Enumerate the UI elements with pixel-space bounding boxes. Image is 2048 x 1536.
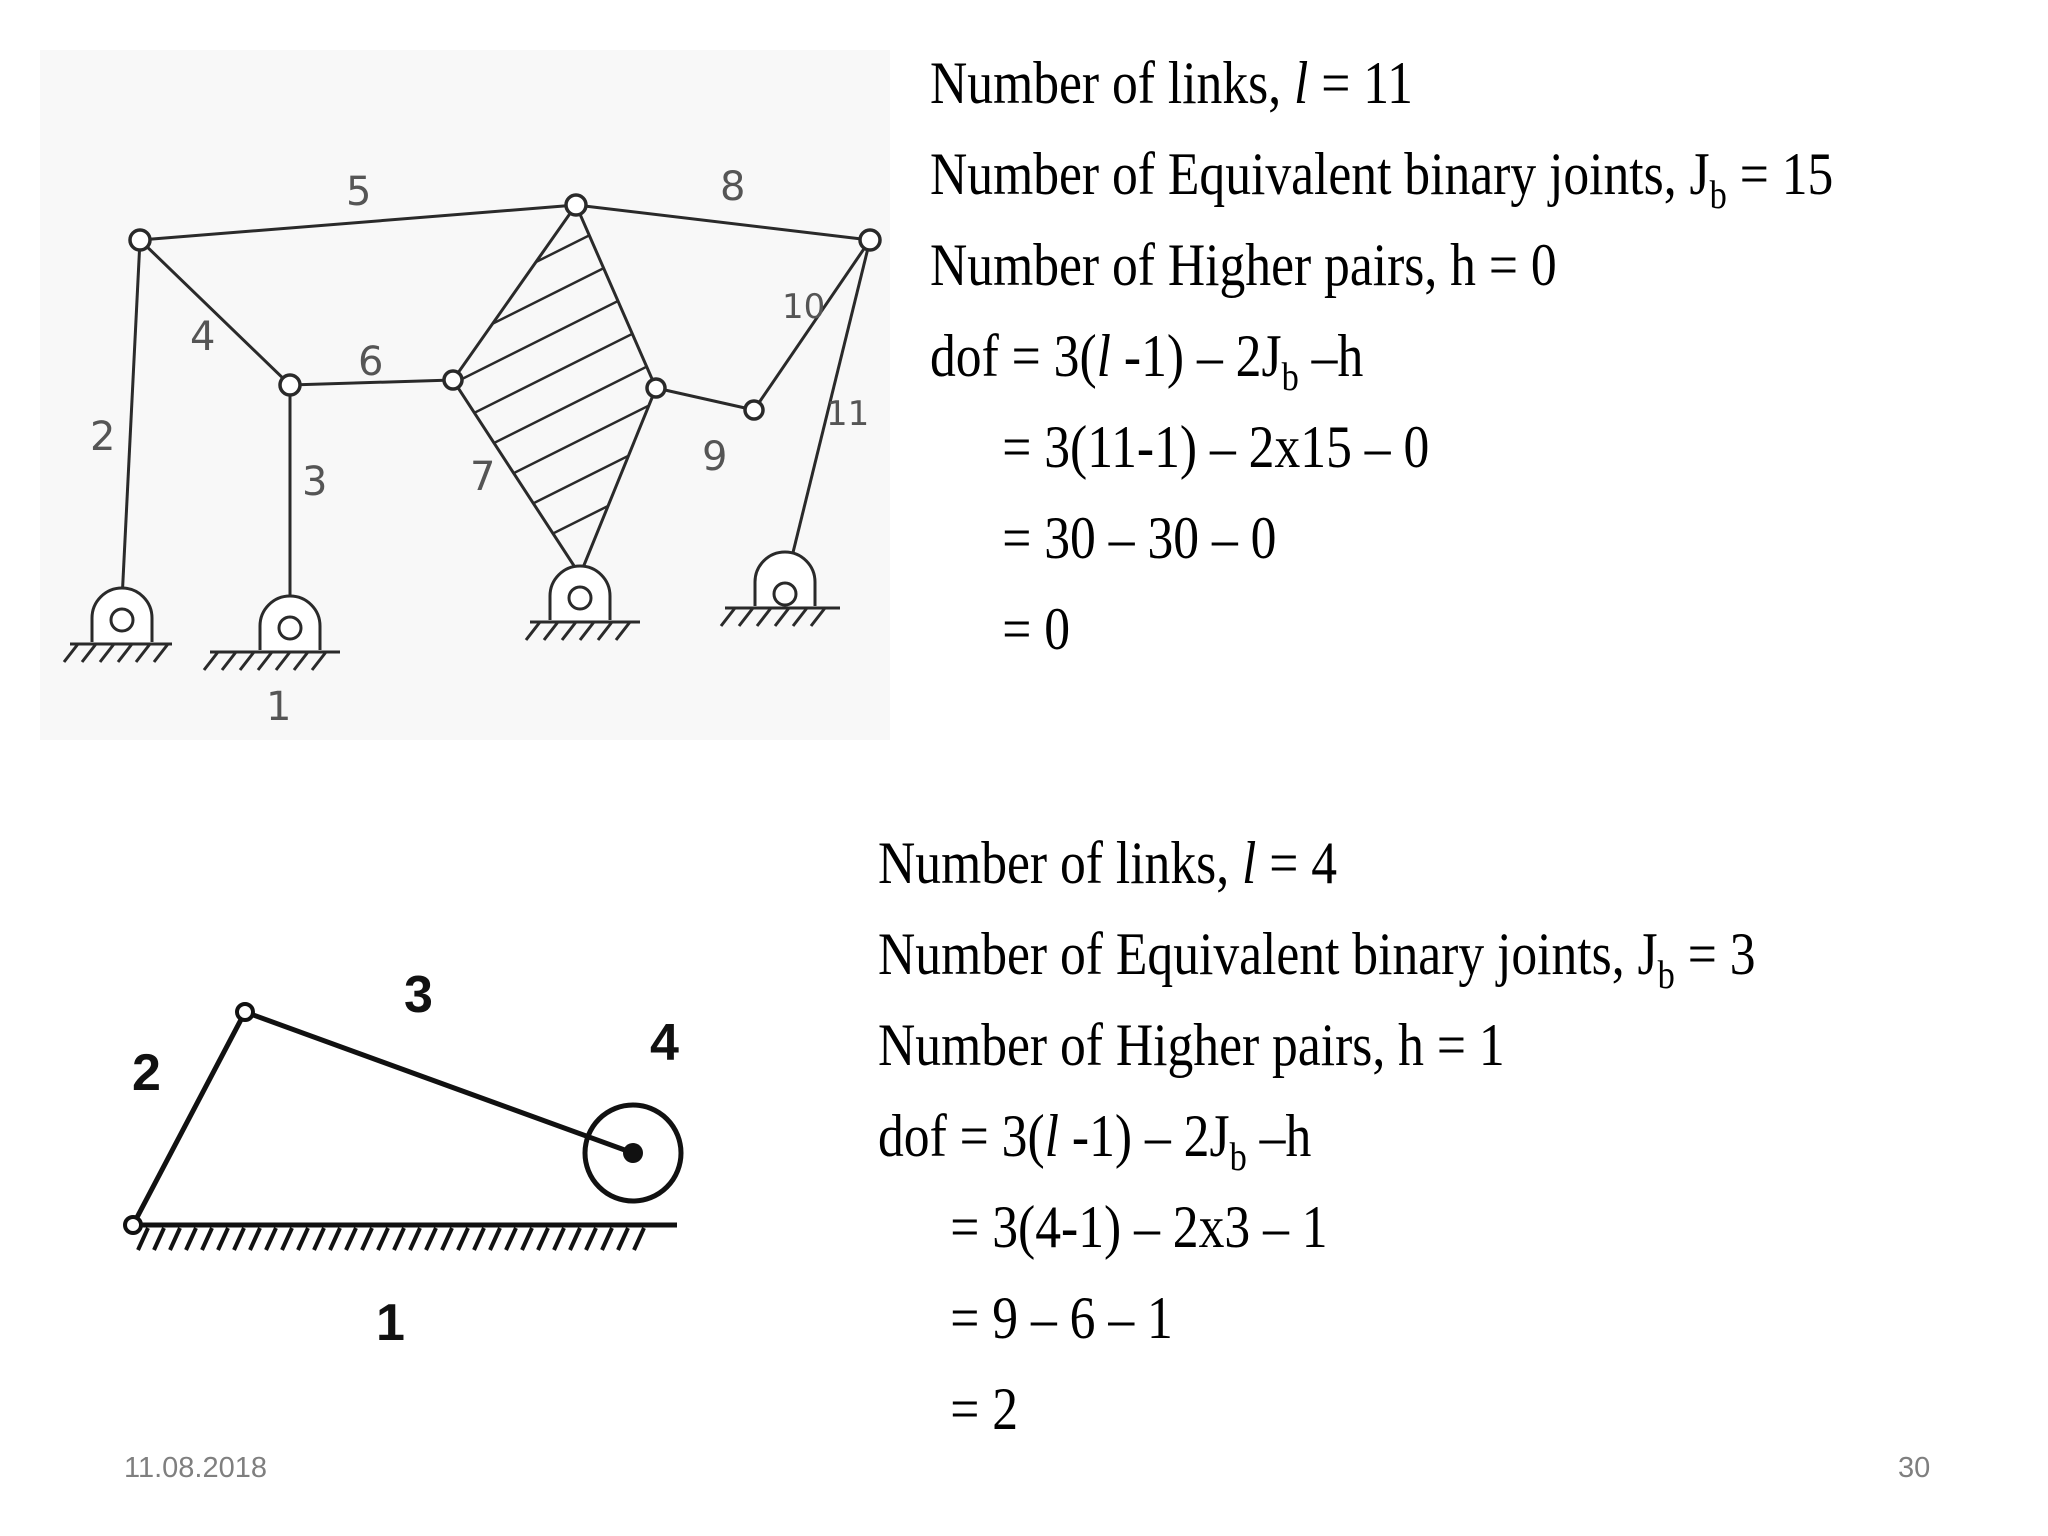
- link-label-2: 2: [90, 414, 116, 460]
- dof-formula-line: dof = 3(l $-1) - 2J_b$ –h: [930, 323, 1364, 399]
- links-line: Number of links, l = 4: [878, 830, 1338, 896]
- link-label-3: 3: [404, 966, 433, 1024]
- dof-step-1: = 3(4-1) – 2x3 – 1: [950, 1194, 1328, 1260]
- mechanism-links: [133, 1012, 677, 1225]
- pin-joint: [237, 1004, 253, 1020]
- link-label-9: 9: [702, 434, 728, 480]
- link-label-5: 5: [346, 169, 372, 215]
- dof-step-3: = 0: [1002, 596, 1071, 662]
- link-label-2: 2: [132, 1044, 161, 1102]
- higher-pairs-line: Number of Higher pairs, h = 1: [878, 1012, 1505, 1078]
- dof-calculation-2: [878, 818, 1756, 1455]
- link-label-8: 8: [720, 164, 746, 210]
- ground-supports: [64, 552, 840, 670]
- link-label-1: 1: [376, 1294, 405, 1352]
- dof-step-2: = 30 – 30 – 0: [1002, 505, 1277, 571]
- page-number: 30: [1898, 1452, 1931, 1484]
- dof-formula-line: dof = 3(l $-1) - 2J_b$ –h: [878, 1103, 1312, 1179]
- dof-calculation-1: [930, 38, 1833, 675]
- ternary-link-7: [440, 150, 680, 590]
- links-line: Number of links, l = 11: [930, 50, 1413, 116]
- ground-hatching: [138, 1228, 644, 1250]
- dof-step-3: = 2: [950, 1376, 1019, 1442]
- link-label-3: 3: [302, 459, 328, 505]
- link-label-4: 4: [650, 1014, 679, 1072]
- mechanism-diagram-2: [100, 960, 720, 1380]
- link-label-11: 11: [826, 394, 870, 434]
- dof-step-1: = 3(11-1) – 2x15 – 0: [1002, 414, 1430, 480]
- joints-line: Number of Equivalent binary joints, $J_b = 3$: [878, 921, 1756, 997]
- roller-center: [623, 1143, 643, 1163]
- link-label-1: 1: [266, 684, 292, 730]
- dof-step-2: = 9 – 6 – 1: [950, 1285, 1173, 1351]
- link-label-10: 10: [782, 287, 826, 327]
- joints-line: Number of Equivalent binary joints, $J_b = 15$: [930, 141, 1834, 217]
- footer-date: 11.08.2018: [124, 1452, 267, 1484]
- link-label-6: 6: [358, 339, 384, 385]
- mechanism-diagram-1: [40, 50, 890, 740]
- pin-joint: [125, 1217, 141, 1233]
- higher-pairs-line: Number of Higher pairs, h = 0: [930, 232, 1557, 298]
- link-label-4: 4: [190, 314, 216, 360]
- link-label-7: 7: [470, 454, 496, 500]
